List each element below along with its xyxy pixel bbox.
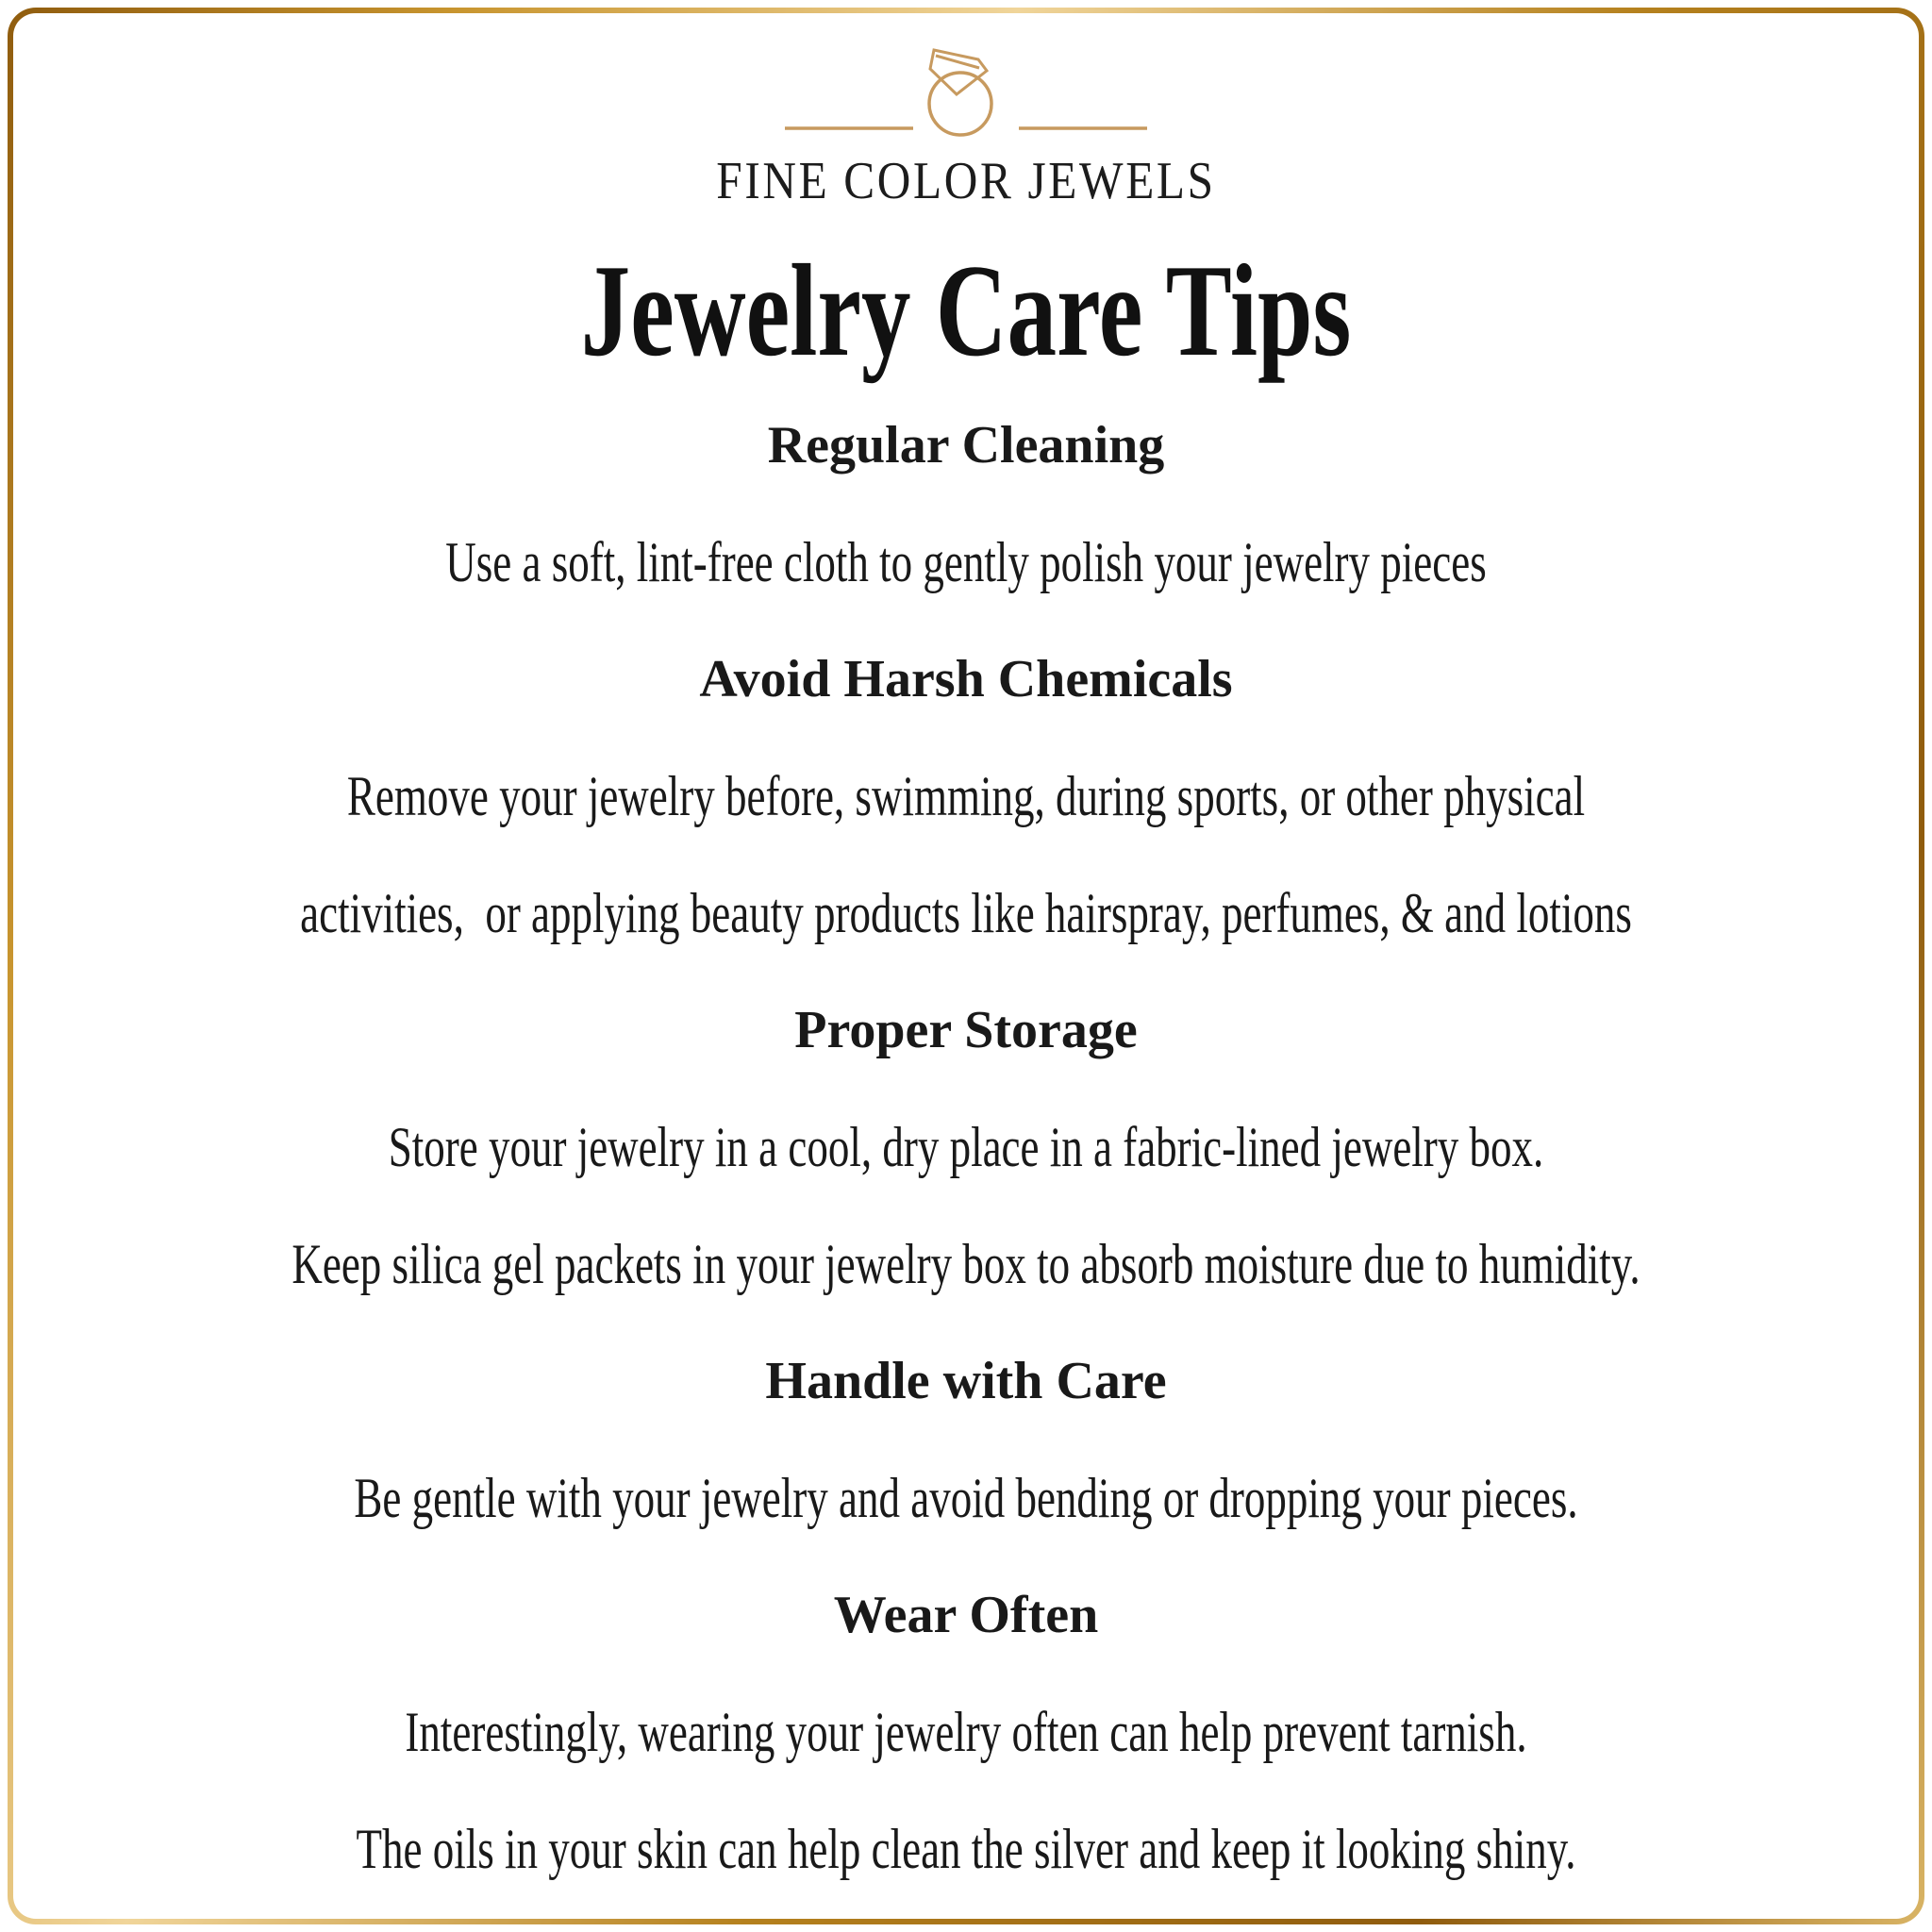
tip-line: Use a soft, lint-free cloth to gently polish your jewelry pieces xyxy=(445,530,1487,593)
ring-circle xyxy=(929,73,991,135)
brand-wordmark: FINE COLOR JEWELS xyxy=(716,152,1216,210)
card-surface xyxy=(13,13,1919,1919)
section-heading-proper-storage: Proper Storage xyxy=(794,1001,1138,1059)
brand-logo xyxy=(781,47,1151,145)
tip-line: Store your jewelry in a cool, dry place in a fabric-lined jewelry box. xyxy=(388,1115,1544,1178)
gold-border-frame xyxy=(8,8,1924,1924)
section-heading-wear-often: Wear Often xyxy=(833,1586,1099,1644)
tip-line: The oils in your skin can help clean the silver and keep it looking shiny. xyxy=(356,1817,1576,1880)
tip-line: Remove your jewelry before, swimming, during sports, or other physical xyxy=(346,764,1586,827)
tip-line: Interestingly, wearing your jewelry often can help prevent tarnish. xyxy=(405,1700,1527,1763)
tip-line: Be gentle with your jewelry and avoid bending or dropping your pieces. xyxy=(354,1466,1578,1529)
diamond-ring-icon xyxy=(781,47,1151,145)
section-heading-regular-cleaning: Regular Cleaning xyxy=(767,416,1165,475)
section-heading-avoid-harsh-chemicals: Avoid Harsh Chemicals xyxy=(699,650,1233,708)
tips-list xyxy=(13,387,1919,1907)
tip-line: activities, or applying beauty products like hairspray, perfumes, & and lotions xyxy=(300,881,1632,944)
tip-line: Keep silica gel packets in your jewelry box to absorb moisture due to humidity. xyxy=(291,1232,1641,1295)
section-heading-handle-with-care: Handle with Care xyxy=(765,1352,1167,1410)
page-title: Jewelry Care Tips xyxy=(580,238,1352,384)
